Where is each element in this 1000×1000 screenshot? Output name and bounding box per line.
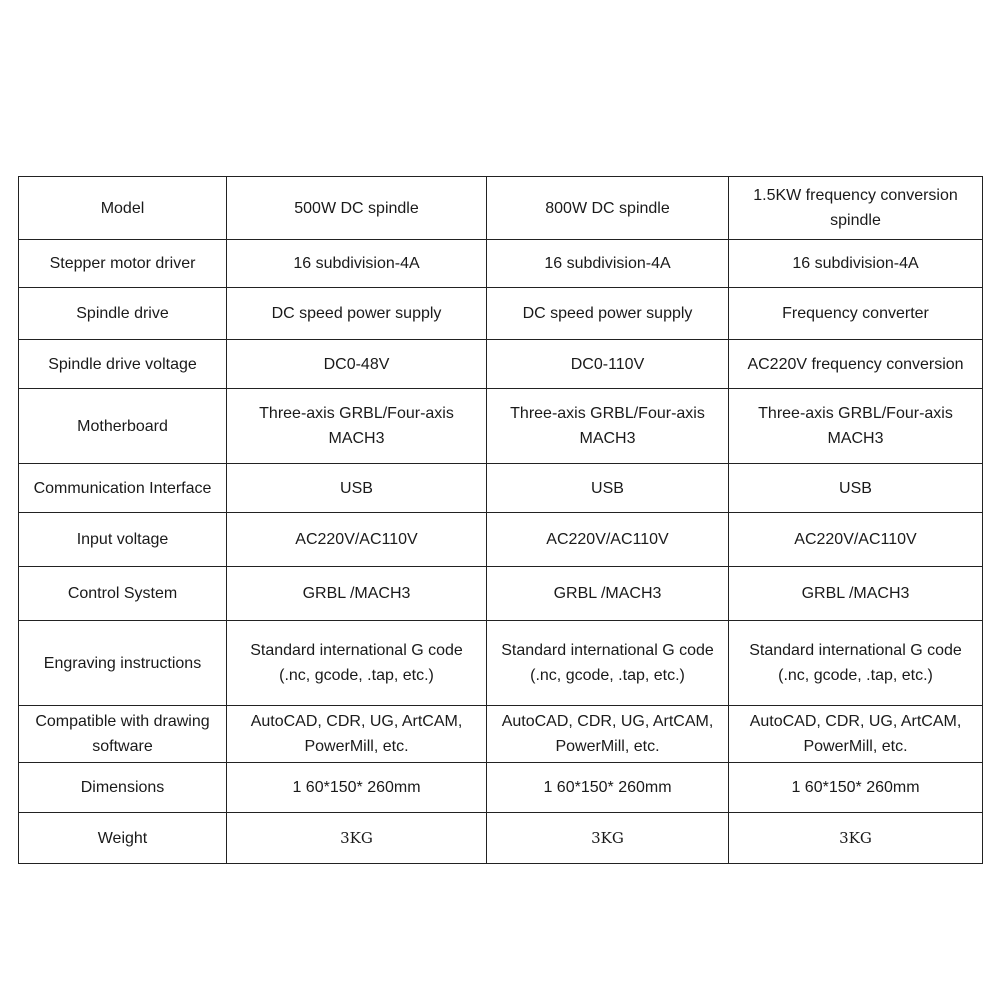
cell-text: 16 subdivision-4A (293, 255, 420, 272)
row-label (19, 567, 227, 621)
table-cell (487, 288, 729, 340)
cell-text: 500W DC spindle (294, 199, 419, 217)
row-label (19, 464, 227, 513)
row-label (19, 389, 227, 464)
label-text: Compatible with drawing (35, 713, 210, 730)
table-cell (729, 464, 983, 513)
cell-text: 16 subdivision-4A (792, 255, 919, 272)
table-cell (487, 464, 729, 513)
label-text: Spindle drive (76, 305, 169, 322)
table-cell (227, 763, 487, 813)
table-row (19, 288, 983, 340)
table-cell (227, 340, 487, 389)
table-row (19, 513, 983, 567)
cell-text: (.nc, gcode, .tap, etc.) (530, 667, 685, 684)
row-label (19, 706, 227, 763)
label-text: Model (100, 199, 145, 217)
table-row (19, 340, 983, 389)
cell-text: AC220V/AC110V (794, 531, 917, 548)
table-cell (729, 340, 983, 389)
cell-text: PowerMill, etc. (803, 738, 908, 755)
table-cell (487, 340, 729, 389)
cell-text: Three-axis GRBL/Four-axis (510, 405, 705, 422)
model-cell (729, 177, 983, 240)
cell-text: GRBL /MACH3 (801, 585, 910, 602)
table-row (19, 706, 983, 763)
cell-text: PowerMill, etc. (304, 738, 409, 755)
table-cell (729, 513, 983, 567)
cell-text: 800W DC spindle (545, 199, 670, 217)
cell-text: Frequency converter (782, 305, 929, 322)
cell-text: GRBL /MACH3 (302, 585, 411, 602)
table-row (19, 621, 983, 706)
table-cell (227, 464, 487, 513)
label-text: Weight (97, 829, 148, 847)
cell-text: Standard international G code (501, 642, 714, 659)
cell-text: AutoCAD, CDR, UG, ArtCAM, (749, 713, 962, 730)
table-cell (227, 567, 487, 621)
table-row (19, 389, 983, 464)
cell-text: MACH3 (328, 430, 385, 447)
table-cell (227, 288, 487, 340)
cell-text: Three-axis GRBL/Four-axis (259, 405, 454, 422)
cell-text: 3KG (340, 828, 373, 847)
cell-text: Standard international G code (749, 642, 962, 659)
cell-text: DC0-110V (570, 355, 645, 373)
table-cell (487, 813, 729, 864)
table-cell (487, 706, 729, 763)
table-row-model (19, 177, 983, 240)
cell-text: DC speed power supply (271, 305, 442, 322)
cell-text: MACH3 (579, 430, 636, 447)
label-text: Control System (67, 585, 178, 602)
row-label (19, 288, 227, 340)
cell-text: AutoCAD, CDR, UG, ArtCAM, (250, 713, 463, 730)
cell-text: (.nc, gcode, .tap, etc.) (279, 667, 434, 684)
spec-table (18, 176, 983, 864)
table-row (19, 763, 983, 813)
cell-text: 1 60*150* 260mm (292, 779, 421, 796)
table-cell (729, 621, 983, 706)
cell-text: 3KG (839, 828, 872, 847)
table-cell (729, 288, 983, 340)
table-cell (227, 621, 487, 706)
row-label (19, 813, 227, 864)
cell-text: 1 60*150* 260mm (543, 779, 672, 796)
cell-text: AC220V/AC110V (546, 531, 669, 548)
cell-text: USB (340, 479, 373, 497)
table-row (19, 240, 983, 288)
cell-text: GRBL /MACH3 (553, 585, 662, 602)
row-label (19, 340, 227, 389)
table-cell (729, 813, 983, 864)
table-cell (729, 567, 983, 621)
table-cell (729, 706, 983, 763)
model-cell (487, 177, 729, 240)
cell-text: (.nc, gcode, .tap, etc.) (778, 667, 933, 684)
table-cell (227, 813, 487, 864)
cell-text: AutoCAD, CDR, UG, ArtCAM, (501, 713, 714, 730)
table-cell (487, 567, 729, 621)
cell-text: AC220V/AC110V (295, 531, 418, 548)
table-cell (227, 389, 487, 464)
label-text: Dimensions (80, 779, 165, 796)
cell-text: 1.5KW frequency conversion (753, 187, 958, 204)
cell-text: DC speed power supply (522, 305, 693, 322)
label-text: Stepper motor driver (49, 255, 196, 272)
cell-text: USB (839, 479, 872, 497)
row-label (19, 177, 227, 240)
table-row (19, 464, 983, 513)
row-label (19, 763, 227, 813)
table-row (19, 813, 983, 864)
table-cell (487, 240, 729, 288)
cell-text: DC0-48V (323, 355, 390, 373)
cell-text: 3KG (591, 828, 624, 847)
table-cell (729, 389, 983, 464)
label-text: Engraving instructions (43, 654, 202, 672)
table-cell (227, 513, 487, 567)
table-cell (487, 389, 729, 464)
table-cell (487, 513, 729, 567)
cell-text: AC220V frequency conversion (747, 355, 964, 373)
table-cell (729, 763, 983, 813)
cell-text: spindle (830, 212, 881, 229)
label-text: Input voltage (76, 531, 169, 548)
cell-text: MACH3 (827, 430, 884, 447)
table-cell (227, 706, 487, 763)
cell-text: 16 subdivision-4A (544, 255, 671, 272)
label-text: Spindle drive voltage (48, 355, 197, 373)
label-text: Motherboard (77, 417, 168, 435)
cell-text: Standard international G code (250, 642, 463, 659)
row-label (19, 621, 227, 706)
cell-text: 1 60*150* 260mm (791, 779, 920, 796)
row-label (19, 240, 227, 288)
table-row (19, 567, 983, 621)
cell-text: Three-axis GRBL/Four-axis (758, 405, 953, 422)
cell-text: USB (591, 479, 624, 497)
table-cell (227, 240, 487, 288)
cell-text: PowerMill, etc. (555, 738, 660, 755)
table-cell (487, 621, 729, 706)
table-cell (487, 763, 729, 813)
label-text: software (92, 738, 153, 755)
row-label (19, 513, 227, 567)
table-cell (729, 240, 983, 288)
model-cell (227, 177, 487, 240)
label-text: Communication Interface (33, 479, 212, 497)
